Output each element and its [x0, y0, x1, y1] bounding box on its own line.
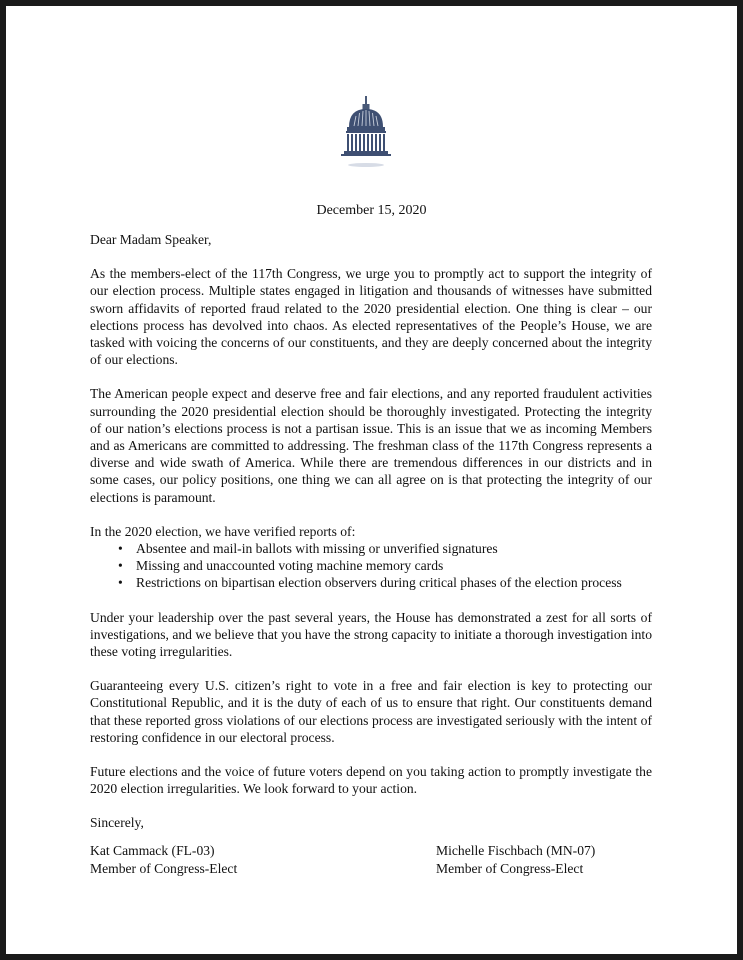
verified-reports-list — [90, 540, 652, 592]
bullet-icon: • — [118, 558, 123, 574]
bullet-icon: • — [118, 575, 123, 591]
bullet-icon: • — [118, 541, 123, 557]
capitol-dome-icon — [339, 94, 393, 170]
list-intro: In the 2020 election, we have verified reports of: — [90, 523, 356, 539]
paragraph-4: Guaranteeing every U.S. citizen’s right to vote in a free and fair election is key to protecting our Constitutional Republic, and it is the duty of each of us to ensure that right. Our constituents demand that these reported gross violations of our elections process are investigated seriously with the intent of restoring confidence in our electoral process. — [90, 678, 652, 745]
letter-date: December 15, 2020 — [316, 203, 427, 218]
signature-block-left — [90, 842, 237, 877]
list-item: • Restrictions on bipartisan election observers during critical phases of the election process — [118, 575, 622, 591]
closing: Sincerely, — [90, 815, 144, 831]
paragraph-3: Under your leadership over the past several years, the House has demonstrated a zest for all sorts of investigations, and we believe that you have the strong capacity to initiate a thorough investigation into these voting irregularities. — [90, 609, 652, 660]
paragraph-1: As the members-elect of the 117th Congress, we urge you to promptly act to support the integrity of our election process. Multiple states engaged in litigation and thousands of witnesses have submitted sworn affidavits of reported fraud related to the 2020 presidential election. One thing is clear – our elections process has devolved into chaos. As elected representatives of the People’s House, we are tasked with voicing the concerns of our constituents, and they are deeply concerned about the integrity of our elections. — [90, 266, 652, 368]
salutation: Dear Madam Speaker, — [90, 232, 212, 247]
signer-name: Michelle Fischbach (MN-07) — [436, 843, 596, 858]
letter-body — [90, 231, 652, 832]
signer-title: Member of Congress-Elect — [436, 860, 584, 876]
list-item: • Absentee and mail-in ballots with missing or unverified signatures — [118, 541, 498, 557]
signature-block-right — [436, 842, 595, 877]
list-item: • Missing and unaccounted voting machine memory cards — [118, 558, 444, 574]
paragraph-2: The American people expect and deserve free and fair elections, and any reported fraudulent activities surrounding the 2020 presidential election should be thoroughly investigated. Protecting the integrity of our nation’s elections process is not a partisan issue. This is an issue that we as incoming Members and as Americans are committed to addressing. The freshman class of the 117th Congress represents a diverse and wide swath of America. While there are tremendous differences in our districts and in some cases, our policy positions, one thing we can all agree on is that protecting the integrity of our elections is paramount. — [90, 386, 652, 505]
paragraph-5: Future elections and the voice of future voters depend on you taking action to promptly investigate the 2020 election irregularities. We look forward to your action. — [90, 764, 652, 797]
signer-name: Kat Cammack (FL-03) — [90, 843, 215, 858]
signer-title: Member of Congress-Elect — [90, 860, 238, 876]
